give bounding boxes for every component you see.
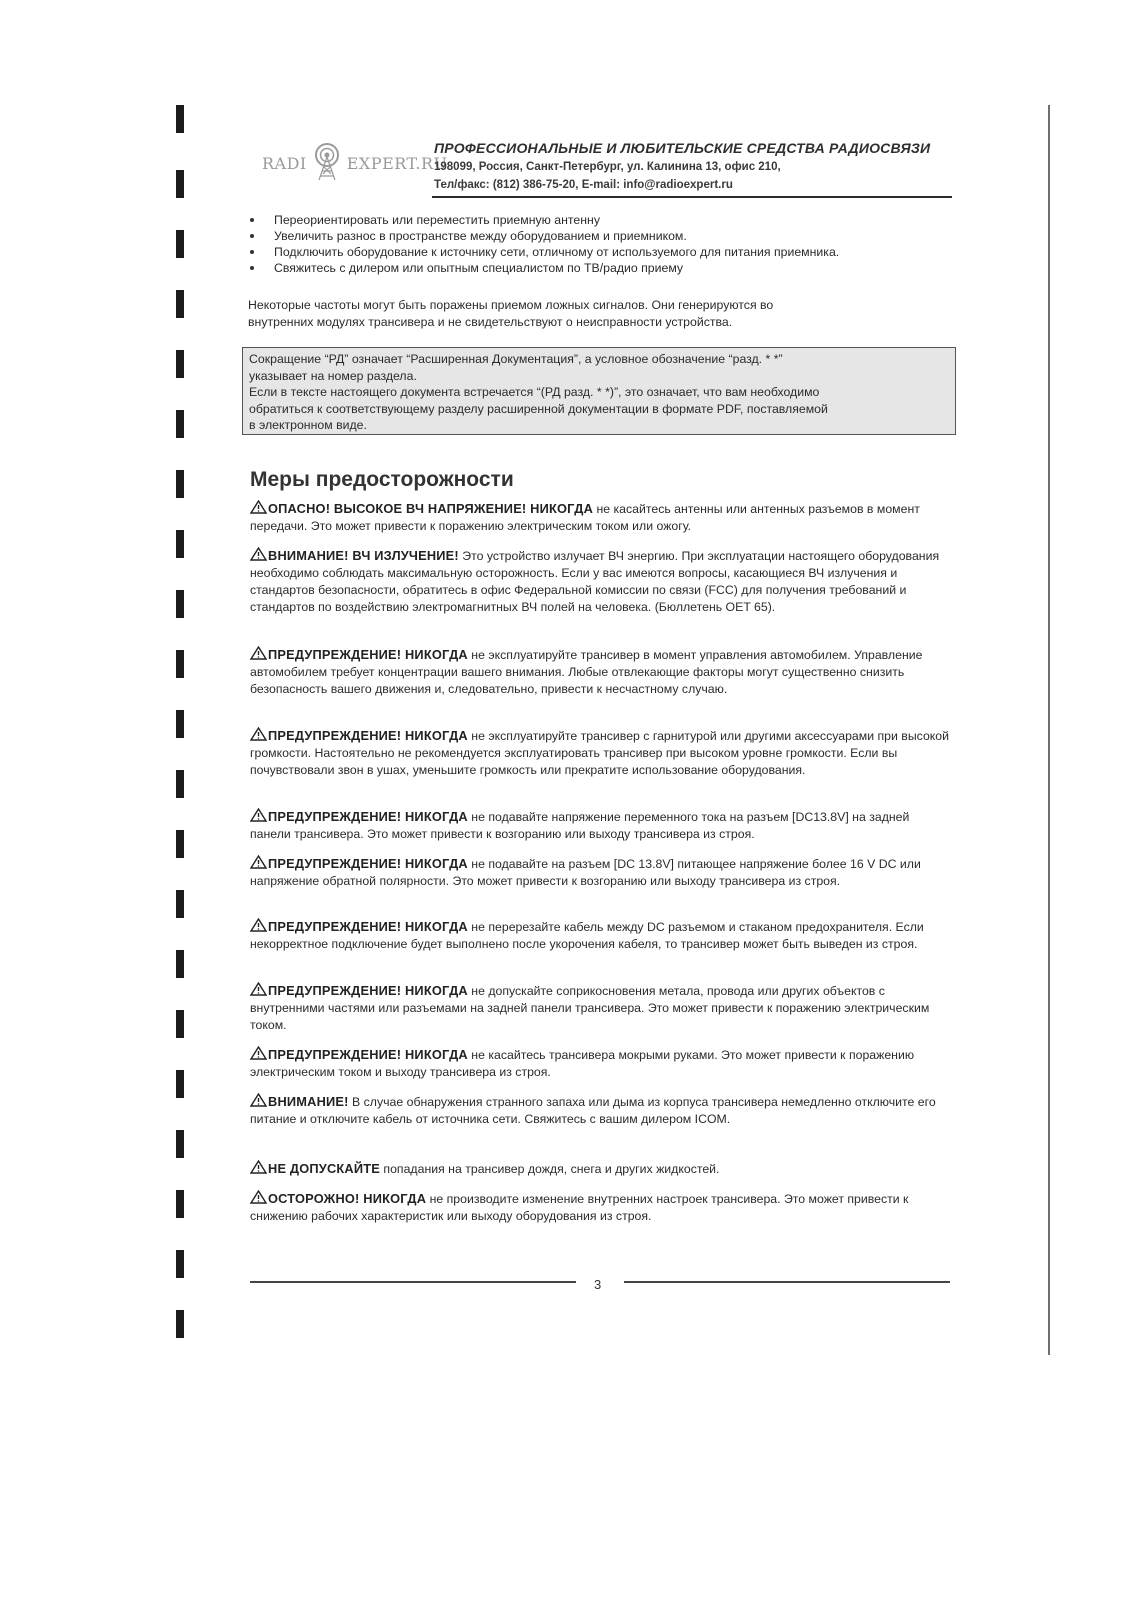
header-divider <box>432 196 952 198</box>
binder-mark <box>176 230 184 258</box>
binder-mark <box>176 770 184 798</box>
binder-mark <box>176 890 184 918</box>
warning-icon <box>250 1190 267 1204</box>
organization-address: 198099, Россия, Санкт-Петербург, ул. Калинина 13, офис 210, <box>434 161 781 173</box>
warning-dc-cable: ПРЕДУПРЕЖДЕНИЕ! НИКОГДА не перерезайте кабель между DC разъемом и стаканом предохранителя. Если некорректное подключение будет выполнено после укорочения кабеля, то трансивер может быть выведен из строя. <box>250 919 924 951</box>
warning-high-voltage: ОПАСНО! ВЫСОКОЕ ВЧ НАПРЯЖЕНИЕ! НИКОГДА не касайтесь антенны или антенных разъемов в момент передачи. Это может привести к поражению электрическим током или ожогу. <box>250 501 920 533</box>
logo-text-right: EXPERT.RU <box>346 153 448 173</box>
binder-mark <box>176 105 184 133</box>
footer-divider-right <box>624 1281 950 1283</box>
documentation-note-box: Сокращение “РД” означает “Расширенная Документация”, а условное обозначение “разд. * *” указывает на номер раздела. Если в тексте настоящего документа встречается “(РД разд. * *)”, это означает, что вам необходимо обратиться к соответствующему разделу расширенной документации в формате PDF, поставляемой в электронном виде. <box>242 347 956 435</box>
page-edge-line <box>1048 105 1050 1355</box>
organization-contact: Тел/факс: (812) 386-75-20, E-mail: info@radioexpert.ru <box>434 179 733 191</box>
footer-divider-left <box>250 1281 576 1283</box>
warning-icon <box>250 646 267 660</box>
binder-mark <box>176 710 184 738</box>
binder-mark <box>176 1250 184 1278</box>
warning-rf-radiation: ВНИМАНИЕ! ВЧ ИЗЛУЧЕНИЕ! Это устройство излучает ВЧ энергию. При эксплуатации настоящего оборудования необходимо соблюдать максимальную осторожность. Если у вас имеются вопросы, касающиеся ВЧ излучения и стандартов безопасности, обратитесь в офис Федеральной комиссии по связи (FCC) для получения требований и стандартов по воздействию электромагнитных ВЧ полей на человека. (Бюллетень OET 65). <box>250 548 940 614</box>
bullet-icon <box>250 218 254 222</box>
list-item: Переориентировать или переместить приемную антенну <box>248 212 968 228</box>
warning-headset-volume: ПРЕДУПРЕЖДЕНИЕ! НИКОГДА не эксплуатируйте трансивер с гарнитурой или другими аксессуарами при высокой громкости. Настоятельно не рекомендуется эксплуатировать трансивер при высоком уровне громкости. Если вы почувствовали звон в ушах, уменьшите громкость или прекратите использование оборудования. <box>250 728 950 777</box>
binder-mark <box>176 950 184 978</box>
binder-mark <box>176 590 184 618</box>
bullet-icon <box>250 234 254 238</box>
binder-mark <box>176 1190 184 1218</box>
radioexpert-logo <box>262 140 447 186</box>
warning-icon <box>250 1160 267 1174</box>
binder-mark <box>176 410 184 438</box>
binder-mark <box>176 470 184 498</box>
list-item: Увеличить разнос в пространстве между оборудованием и приемником. <box>248 228 968 244</box>
warning-icon <box>250 500 267 514</box>
warning-wet-hands: ПРЕДУПРЕЖДЕНИЕ! НИКОГДА не касайтесь трансивера мокрыми руками. Это может привести к поражению электрическим током и выходу трансивера из строя. <box>250 1047 915 1079</box>
warning-metal-objects: ПРЕДУПРЕЖДЕНИЕ! НИКОГДА не допускайте соприкосновения метала, провода или других объектов с внутренними частями или разъемами на задней панели трансивера. Это может привести к поражению электрическим током. <box>250 983 930 1032</box>
antenna-icon <box>309 140 345 186</box>
binder-mark <box>176 1010 184 1038</box>
warning-icon <box>250 547 267 561</box>
interference-tips-list <box>248 212 968 276</box>
warning-icon <box>250 1093 267 1107</box>
warning-icon <box>250 982 267 996</box>
binder-mark <box>176 830 184 858</box>
binder-mark <box>176 1130 184 1158</box>
false-signals-paragraph: Некоторые частоты могут быть поражены приемом ложных сигналов. Они генерируются во внутренних модулях трансивера и не свидетельствуют о неисправности устройства. <box>248 298 774 329</box>
binder-mark <box>176 1310 184 1338</box>
warning-icon <box>250 1046 267 1060</box>
warning-icon <box>250 808 267 822</box>
logo-text-left: RADI <box>262 153 307 173</box>
warning-icon <box>250 727 267 741</box>
warning-icon <box>250 855 267 869</box>
warning-internal-settings: ОСТОРОЖНО! НИКОГДА не производите изменение внутренних настроек трансивера. Это может привести к снижению рабочих характеристик или выходу оборудования из строя. <box>250 1191 909 1223</box>
organization-title: ПРОФЕССИОНАЛЬНЫЕ И ЛЮБИТЕЛЬСКИЕ СРЕДСТВА РАДИОСВЯЗИ <box>434 140 931 156</box>
warning-driving: ПРЕДУПРЕЖДЕНИЕ! НИКОГДА не эксплуатируйте трансивер в момент управления автомобилем. Управление автомобилем требует концентрации вашего внимания. Любые отвлекающие факторы могут существенно снизить безопасность вашего движения и, следовательно, привести к несчастному случаю. <box>250 647 923 696</box>
page-number: 3 <box>594 1277 602 1292</box>
list-item: Свяжитесь с дилером или опытным специалистом по ТВ/радио приему <box>248 260 968 276</box>
warning-liquids: НЕ ДОПУСКАЙТЕ попадания на трансивер дождя, снега и других жидкостей. <box>250 1160 950 1178</box>
warning-ac-voltage: ПРЕДУПРЕЖДЕНИЕ! НИКОГДА не подавайте напряжение переменного тока на разъем [DC13.8V] на задней панели трансивера. Это может привести к возгоранию или выходу трансивера из строя. <box>250 809 910 841</box>
binder-mark <box>176 350 184 378</box>
warning-smoke-smell: ВНИМАНИЕ! В случае обнаружения странного запаха или дыма из корпуса трансивера немедленно отключите его питание и отключите кабель от источника сети. Свяжитесь с вашим дилером ICOM. <box>250 1094 936 1126</box>
binder-mark <box>176 170 184 198</box>
warning-icon <box>250 918 267 932</box>
binder-mark <box>176 1070 184 1098</box>
bullet-icon <box>250 250 254 254</box>
binder-mark <box>176 650 184 678</box>
binder-mark <box>176 530 184 558</box>
list-item: Подключить оборудование к источнику сети, отличному от используемого для питания приемника. <box>248 244 968 260</box>
warning-dc-overvoltage: ПРЕДУПРЕЖДЕНИЕ! НИКОГДА не подавайте на разъем [DC 13.8V] питающее напряжение более 16 V DC или напряжение обратной полярности. Это может привести к возгоранию или выходу трансивера из строя. <box>250 856 921 888</box>
section-title: Меры предосторожности <box>250 468 514 491</box>
binder-mark <box>176 290 184 318</box>
bullet-icon <box>250 266 254 270</box>
